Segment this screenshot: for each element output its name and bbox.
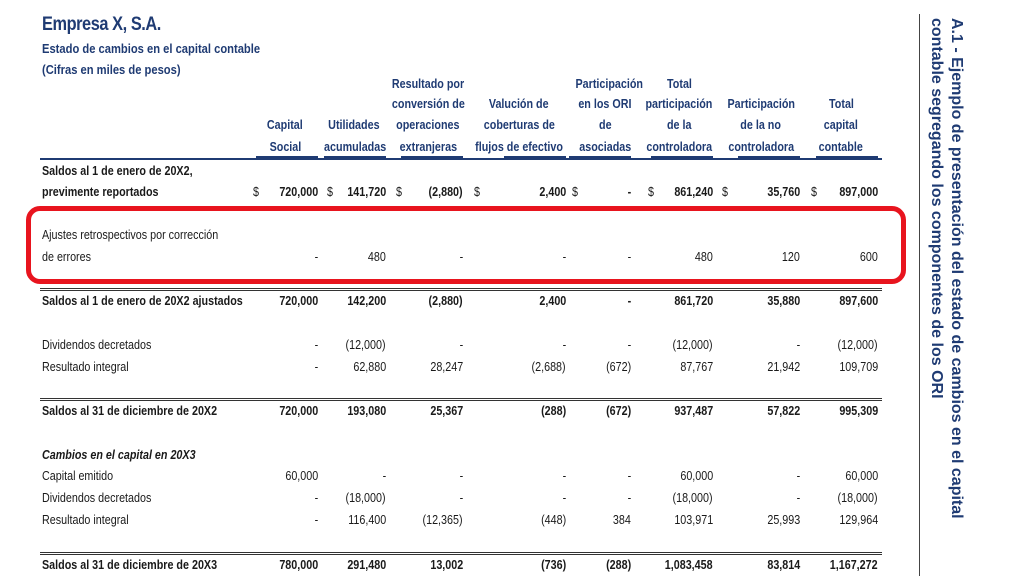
value-cell: [383, 511, 463, 529]
column-header-6-line3-text: de la: [666, 118, 692, 132]
row-label: [42, 556, 246, 574]
column-header-2-line4-text: acumuladas: [324, 140, 387, 154]
value-cell-text: -: [627, 250, 631, 264]
value-cell-text: -: [627, 338, 631, 352]
currency-symbol-text: $: [253, 185, 259, 199]
value-cell-text: 861,240: [674, 185, 713, 199]
row-label: [42, 446, 221, 464]
value-cell-text: (2,688): [531, 360, 566, 374]
row-label-text: Saldos al 1 de enero de 20X2 ajustados: [42, 294, 243, 308]
value-cell-text: -: [314, 250, 318, 264]
column-header-2-line3: [319, 118, 389, 136]
value-cell-text: 60,000: [285, 469, 318, 483]
value-cell: [720, 336, 800, 354]
value-cell-text: (448): [540, 513, 566, 527]
header-rule: [40, 158, 882, 160]
column-header-5-line3: [570, 118, 640, 136]
currency-symbol: [722, 183, 729, 201]
value-cell: [633, 467, 713, 485]
value-cell-text: 87,767: [680, 360, 713, 374]
row-label: [42, 402, 246, 420]
value-cell: [306, 292, 386, 310]
column-header-4-line2: [464, 97, 574, 115]
value-cell-text: 937,487: [674, 404, 713, 418]
value-cell: [633, 358, 713, 376]
value-cell: [633, 489, 713, 507]
value-cell: [383, 292, 463, 310]
value-cell-text: -: [796, 491, 800, 505]
value-cell-text: 142,200: [347, 294, 386, 308]
currency-symbol-text: $: [396, 185, 402, 199]
value-cell: [306, 489, 386, 507]
value-cell-text: (672): [605, 360, 631, 374]
value-cell-text: 35,880: [767, 294, 800, 308]
value-cell: [551, 556, 631, 574]
value-cell-text: 25,993: [767, 513, 800, 527]
value-cell: [720, 467, 800, 485]
column-rule-4: [504, 156, 566, 158]
row-label-text: previmente reportados: [42, 185, 159, 199]
column-header-3-line1: [383, 77, 473, 95]
column-header-3-line1-text: Resultado por: [391, 77, 465, 91]
value-cell: [383, 556, 463, 574]
value-cell: [798, 358, 878, 376]
column-header-8-line3-text: capital: [823, 118, 859, 132]
currency-symbol: [474, 183, 481, 201]
value-cell: [306, 183, 386, 201]
value-cell: [551, 402, 631, 420]
value-cell: [720, 511, 800, 529]
column-header-7-line2: [716, 97, 806, 115]
column-rule-2: [324, 156, 386, 158]
value-cell: [551, 336, 631, 354]
value-cell: [306, 467, 386, 485]
currency-symbol-text: $: [722, 185, 728, 199]
column-rule-8: [816, 156, 878, 158]
value-cell: [798, 402, 878, 420]
value-cell: [306, 336, 386, 354]
row-label-text: Cambios en el capital en 20X3: [42, 448, 196, 462]
value-cell-text: 2,400: [539, 294, 566, 308]
value-cell-text: 25,367: [430, 404, 463, 418]
value-cell-text: 57,822: [767, 404, 800, 418]
value-cell: [720, 556, 800, 574]
column-header-8-line2-text: Total: [828, 97, 854, 111]
row-label-text: Resultado integral: [42, 513, 129, 527]
column-rule-6: [651, 156, 713, 158]
value-cell-text: -: [459, 491, 463, 505]
value-cell: [720, 358, 800, 376]
column-header-6-line4-text: controladora: [646, 140, 712, 154]
column-header-1-line3: [250, 118, 320, 136]
currency-symbol: [648, 183, 655, 201]
row-label-text: Saldos al 31 de diciembre de 20X2: [42, 404, 218, 418]
value-cell: [798, 556, 878, 574]
value-cell-text: 21,942: [767, 360, 800, 374]
column-header-6-line2: [634, 97, 724, 115]
value-cell-text: 129,964: [839, 513, 878, 527]
value-cell-text: -: [627, 469, 631, 483]
value-cell-text: (18,000): [345, 491, 386, 505]
value-cell: [551, 467, 631, 485]
value-cell-text: (288): [540, 404, 566, 418]
value-cell-text: -: [314, 338, 318, 352]
column-header-8-line4-text: contable: [818, 140, 864, 154]
value-cell-text: 720,000: [279, 294, 318, 308]
company-title: Empresa X, S.A.: [42, 14, 161, 35]
value-cell-text: 35,760: [767, 185, 800, 199]
value-cell-text: 720,000: [279, 404, 318, 418]
value-cell: [383, 336, 463, 354]
total-rule-4: [40, 400, 882, 401]
value-cell: [720, 292, 800, 310]
value-cell: [798, 183, 878, 201]
column-header-4-line2-text: Valución de: [489, 97, 549, 111]
side-title: A.1 - Ejemplo de presentación del estado de cambios en el capital contable segregando los componentes de los ORI: [928, 18, 965, 519]
value-cell: [551, 358, 631, 376]
value-cell: [551, 183, 631, 201]
row-label: [42, 489, 169, 507]
value-cell: [383, 358, 463, 376]
value-cell-text: -: [627, 185, 631, 199]
column-header-6-line1: [634, 77, 724, 95]
total-rule-1: [40, 288, 882, 289]
column-header-5-line2: [570, 97, 640, 115]
value-cell-text: -: [627, 294, 631, 308]
column-header-8-line2: [806, 97, 876, 115]
statement-title: Estado de cambios en el capital contable: [42, 41, 261, 56]
value-cell-text: 109,709: [839, 360, 878, 374]
value-cell: [633, 292, 713, 310]
currency-symbol: [396, 183, 403, 201]
column-header-4-line3-text: coberturas de: [483, 118, 555, 132]
column-header-5-line4-text: asociadas: [578, 140, 632, 154]
units-note: (Cifras en miles de pesos): [42, 62, 181, 77]
value-cell-text: -: [314, 513, 318, 527]
value-cell-text: 60,000: [845, 469, 878, 483]
side-divider: [919, 14, 920, 576]
value-cell-text: -: [459, 469, 463, 483]
row-label: [42, 183, 177, 201]
value-cell-text: 480: [695, 250, 713, 264]
value-cell-text: 83,814: [767, 558, 800, 572]
value-cell-text: 995,309: [839, 404, 878, 418]
currency-symbol-text: $: [648, 185, 654, 199]
value-cell: [383, 489, 463, 507]
column-header-7-line3: [716, 118, 806, 136]
value-cell-text: -: [796, 338, 800, 352]
value-cell-text: (672): [605, 404, 631, 418]
total-rule-6: [40, 554, 882, 555]
value-cell: [720, 402, 800, 420]
value-cell: [798, 489, 878, 507]
column-header-2-line3-text: Utilidades: [328, 118, 380, 132]
row-label-text: Ajustes retrospectivos por corrección: [42, 228, 219, 242]
row-label-text: Dividendos decretados: [42, 491, 152, 505]
value-cell-text: 1,167,272: [830, 558, 878, 572]
currency-symbol: [253, 183, 260, 201]
row-label: [42, 358, 143, 376]
column-header-7-line3-text: de la no: [740, 118, 782, 132]
currency-symbol-text: $: [572, 185, 578, 199]
value-cell-text: 193,080: [347, 404, 386, 418]
row-label-text: Resultado integral: [42, 360, 129, 374]
row-label: [42, 336, 169, 354]
value-cell-text: 13,002: [430, 558, 463, 572]
value-cell: [633, 511, 713, 529]
value-cell: [798, 467, 878, 485]
value-cell: [720, 489, 800, 507]
value-cell-text: (2,880): [428, 185, 463, 199]
column-header-8-line3: [806, 118, 876, 136]
column-header-5-line1: [570, 77, 644, 95]
value-cell-text: 780,000: [279, 558, 318, 572]
column-header-6-line1-text: Total: [666, 77, 692, 91]
value-cell: [633, 183, 713, 201]
value-cell: [551, 489, 631, 507]
value-cell-text: 103,971: [674, 513, 713, 527]
currency-symbol: [572, 183, 579, 201]
total-rule-5: [40, 552, 882, 553]
value-cell-text: 720,000: [279, 185, 318, 199]
value-cell: [798, 292, 878, 310]
value-cell-text: (12,000): [345, 338, 386, 352]
value-cell-text: 120: [782, 250, 800, 264]
value-cell: [306, 358, 386, 376]
row-label-text: Saldos al 1 de enero de 20X2,: [42, 164, 193, 178]
value-cell: [798, 511, 878, 529]
row-label: [42, 467, 125, 485]
value-cell: [551, 511, 631, 529]
value-cell-text: 861,720: [674, 294, 713, 308]
value-cell-text: -: [382, 469, 386, 483]
column-rule-7: [738, 156, 800, 158]
value-cell-text: 116,400: [347, 513, 386, 527]
row-label-text: Dividendos decretados: [42, 338, 152, 352]
column-header-1-line3-text: Capital: [267, 118, 303, 132]
row-label: [42, 162, 217, 180]
value-cell: [798, 336, 878, 354]
value-cell-text: 897,600: [839, 294, 878, 308]
value-cell-text: (18,000): [837, 491, 878, 505]
currency-symbol-text: $: [474, 185, 480, 199]
value-cell-text: 62,880: [353, 360, 386, 374]
column-header-1-line4-text: Social: [269, 140, 301, 154]
column-header-3-line4-text: extranjeras: [399, 140, 457, 154]
value-cell-text: (12,000): [672, 338, 713, 352]
value-cell-text: (18,000): [672, 491, 713, 505]
row-label-text: Capital emitido: [42, 469, 114, 483]
value-cell-text: -: [562, 250, 566, 264]
currency-symbol-text: $: [811, 185, 817, 199]
value-cell-text: (12,365): [422, 513, 463, 527]
value-cell-text: -: [562, 469, 566, 483]
column-header-3-line2-text: conversión de: [391, 97, 465, 111]
value-cell-text: -: [796, 469, 800, 483]
column-header-7-line4-text: controladora: [728, 140, 794, 154]
value-cell-text: (736): [540, 558, 566, 572]
value-cell-text: -: [314, 360, 318, 374]
value-cell-text: (288): [605, 558, 631, 572]
column-header-5-line3-text: de: [598, 118, 612, 132]
column-header-3-line3-text: operaciones: [396, 118, 460, 132]
value-cell: [633, 336, 713, 354]
currency-symbol: [327, 183, 334, 201]
value-cell-text: -: [627, 491, 631, 505]
total-rule-3: [40, 398, 882, 399]
value-cell-text: (12,000): [837, 338, 878, 352]
value-cell: [720, 183, 800, 201]
value-cell-text: 897,000: [839, 185, 878, 199]
currency-symbol: [811, 183, 818, 201]
value-cell-text: 60,000: [680, 469, 713, 483]
row-label: [42, 511, 143, 529]
column-header-5-line2-text: en los ORI: [578, 97, 632, 111]
value-cell: [306, 556, 386, 574]
value-cell: [383, 183, 463, 201]
value-cell-text: 28,247: [430, 360, 463, 374]
value-cell-text: 384: [613, 513, 631, 527]
value-cell: [306, 402, 386, 420]
column-header-4-line3: [464, 118, 574, 136]
currency-symbol-text: $: [327, 185, 333, 199]
column-header-7-line2-text: Participación: [727, 97, 795, 111]
value-cell-text: 1,083,458: [665, 558, 713, 572]
value-cell-text: 141,720: [347, 185, 386, 199]
row-label-text: Saldos al 31 de diciembre de 20X3: [42, 558, 218, 572]
row-label-text: de errores: [42, 250, 92, 264]
value-cell: [306, 511, 386, 529]
column-header-6-line3: [634, 118, 724, 136]
value-cell-text: 2,400: [539, 185, 566, 199]
value-cell-text: (2,880): [428, 294, 463, 308]
value-cell-text: 600: [860, 250, 878, 264]
value-cell: [551, 292, 631, 310]
value-cell-text: 480: [368, 250, 386, 264]
value-cell: [383, 402, 463, 420]
value-cell-text: -: [314, 491, 318, 505]
column-rule-1: [256, 156, 318, 158]
column-rule-5: [569, 156, 631, 158]
column-header-3-line3: [383, 118, 473, 136]
column-header-4-line4-text: flujos de efectivo: [475, 140, 563, 154]
column-header-5-line1-text: Participación: [575, 77, 644, 91]
column-header-6-line2-text: participación: [645, 97, 713, 111]
value-cell-text: -: [459, 250, 463, 264]
value-cell: [633, 556, 713, 574]
total-rule-2: [40, 290, 882, 291]
side-title-panel: [926, 18, 966, 558]
column-rule-3: [401, 156, 463, 158]
value-cell-text: -: [562, 338, 566, 352]
value-cell-text: -: [562, 491, 566, 505]
highlight-box: [26, 206, 906, 284]
value-cell: [383, 467, 463, 485]
column-header-3-line2: [383, 97, 473, 115]
value-cell-text: -: [459, 338, 463, 352]
value-cell-text: 291,480: [347, 558, 386, 572]
value-cell: [633, 402, 713, 420]
